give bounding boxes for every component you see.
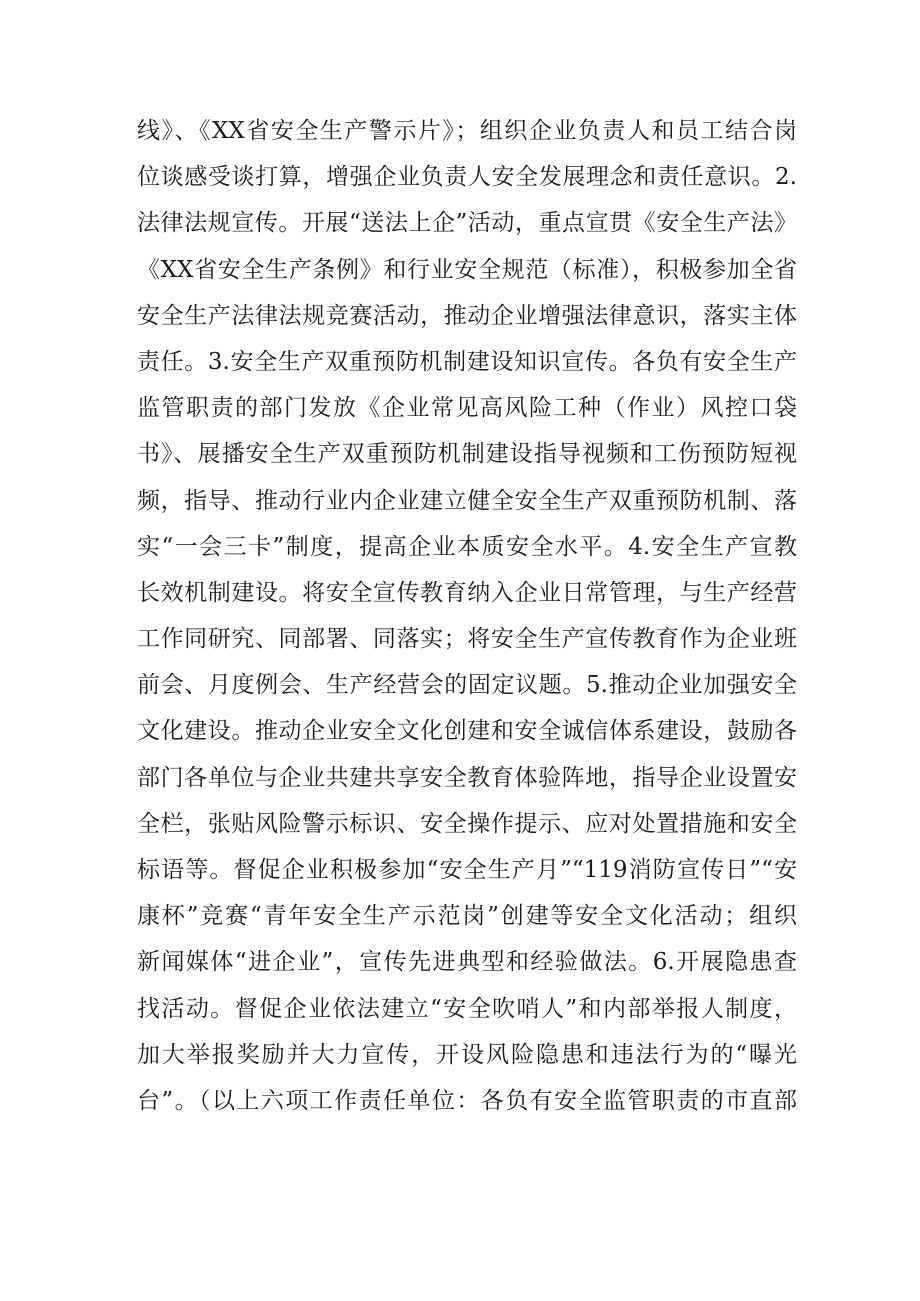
text-line: 工作同研究、同部署、同落实；将安全生产宣传教育作为企业班 — [137, 626, 797, 653]
text-line: 实“一会三卡”制度，提高企业本质安全水平。4.安全生产宣教 — [137, 533, 797, 560]
text-line: 文化建设。推动企业安全文化创建和安全诚信体系建设，鼓励各 — [137, 718, 797, 745]
text-line: 长效机制建设。将安全宣传教育纳入企业日常管理，与生产经营 — [137, 579, 797, 606]
text-line: 加大举报奖励并大力宣传，开设风险隐患和违法行为的“曝光 — [137, 1041, 797, 1068]
text-line: 《XX省安全生产条例》和行业安全规范（标准），积极参加全省 — [137, 256, 797, 283]
text-line: 台”。（以上六项工作责任单位：各负有安全监管职责的市直部 — [137, 1087, 797, 1114]
text-line: 标语等。督促企业积极参加“安全生产月”“119消防宣传日”“安 — [137, 857, 797, 883]
text-line: 责任。3.安全生产双重预防机制建设知识宣传。各负有安全生产 — [137, 348, 797, 375]
text-line: 康杯”竞赛“青年安全生产示范岗”创建等安全文化活动；组织 — [137, 903, 797, 930]
text-line: 安全生产法律法规竞赛活动，推动企业增强法律意识，落实主体 — [137, 302, 797, 329]
text-line: 全栏，张贴风险警示标识、安全操作提示、应对处置措施和安全 — [137, 810, 797, 837]
text-line: 线》、《XX省安全生产警示片》；组织企业负责人和员工结合岗 — [137, 118, 797, 144]
text-line: 频，指导、推动行业内企业建立健全安全生产双重预防机制、落 — [137, 487, 797, 514]
text-line: 部门各单位与企业共建共享安全教育体验阵地，指导企业设置安 — [137, 764, 797, 791]
text-line: 新闻媒体“进企业”，宣传先进典型和经验做法。6.开展隐患查 — [137, 949, 797, 976]
text-line: 找活动。督促企业依法建立“安全吹哨人”和内部举报人制度， — [137, 995, 797, 1022]
body-paragraph — [137, 108, 797, 1124]
text-line: 前会、月度例会、生产经营会的固定议题。5.推动企业加强安全 — [137, 672, 797, 699]
text-line: 法律法规宣传。开展“送法上企”活动，重点宣贯《安全生产法》 — [137, 210, 797, 237]
text-line: 监管职责的部门发放《企业常见高风险工种（作业）风控口袋 — [137, 395, 797, 422]
text-line: 位谈感受谈打算，增强企业负责人安全发展理念和责任意识。2. — [137, 164, 797, 191]
text-line: 书》、展播安全生产双重预防机制建设指导视频和工伤预防短视 — [137, 441, 797, 468]
